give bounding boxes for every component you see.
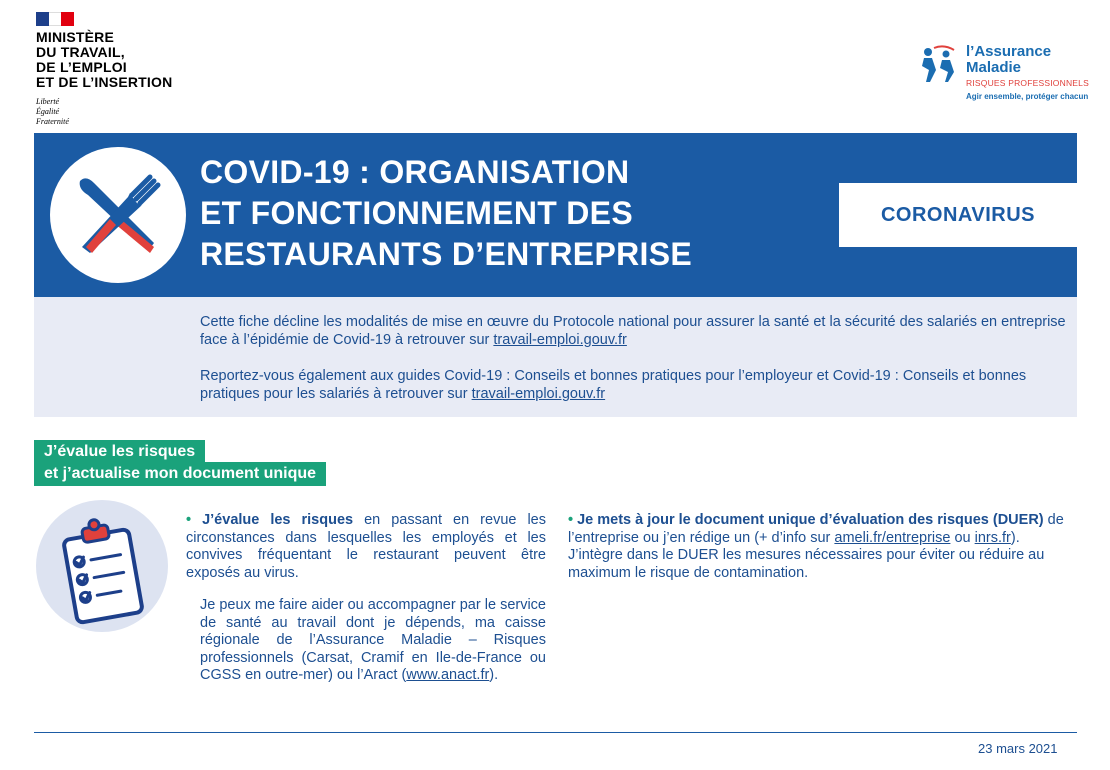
bullet: • — [186, 512, 192, 528]
footer-divider — [34, 732, 1077, 733]
col1-paragraph-1 — [186, 512, 546, 582]
assurance-maladie-logo-icon — [914, 44, 964, 84]
coronavirus-tag: CORONAVIRUS — [839, 183, 1077, 247]
anact-link[interactable]: www.anact.fr — [406, 667, 490, 683]
partner-name-line1: l’Assurance — [966, 43, 1052, 60]
title-line: ET FONCTIONNEMENT DES — [200, 195, 633, 231]
title-line: COVID-19 : ORGANISATION — [200, 154, 630, 190]
intro-paragraph-1 — [200, 313, 1068, 349]
intro-text: Cette fiche décline les modalités de mise en œuvre du Protocole national pour assurer la santé et la sécurité des salariés en entreprise face à l’épidémie de Covid-19 à retrouver sur — [200, 314, 1066, 348]
col1-paragraph-2 — [200, 597, 546, 685]
partner-name-line2: Maladie — [966, 59, 1022, 76]
intro-paragraph-2 — [200, 367, 1068, 403]
inrs-link[interactable]: inrs.fr — [974, 529, 1011, 546]
motto-line: Fraternité — [36, 117, 69, 126]
ministry-line: DE L’EMPLOI — [36, 59, 127, 75]
section-heading-line2: et j’actualise mon document unique — [34, 462, 326, 486]
motto-line: Égalité — [36, 107, 60, 116]
travail-emploi-link[interactable]: travail-emploi.gouv.fr — [493, 332, 627, 348]
ameli-link[interactable]: ameli.fr/entreprise — [834, 529, 951, 546]
col1-text: Je peux me faire aider ou accompagner par le service de santé au travail dont je dépends, ma caisse régionale de l’Assurance Maladie – Risques professionnels (Carsat, Cramif en Ile-de-France ou CGSS en outre-mer) ou l’Aract ( — [200, 597, 546, 683]
republic-motto — [36, 97, 69, 127]
partner-subtitle: RISQUES PROFESSIONNELS — [966, 78, 1089, 88]
ministry-name — [36, 30, 172, 90]
col1-lead: J’évalue les risques — [202, 512, 354, 528]
col1-text-end: ). — [489, 667, 499, 683]
title-line: RESTAURANTS D’ENTREPRISE — [200, 236, 692, 272]
travail-emploi-link[interactable]: travail-emploi.gouv.fr — [471, 386, 606, 402]
ministry-line: MINISTÈRE — [36, 29, 115, 45]
motto-line: Liberté — [36, 97, 60, 106]
bullet: • — [568, 512, 574, 528]
section-heading-line1: J’évalue les risques — [34, 440, 205, 464]
clipboard-checklist-icon — [36, 500, 168, 632]
ministry-line: ET DE L’INSERTION — [36, 74, 173, 90]
page-title — [200, 152, 800, 275]
ministry-line: DU TRAVAIL, — [36, 44, 125, 60]
knife-fork-icon — [50, 147, 186, 283]
col2-text: ). J’intègre dans le DUER les mesures nécessaires pour éviter ou réduire au maximum le risque de contamination. — [568, 529, 1045, 581]
publication-date: 23 mars 2021 — [978, 741, 1058, 756]
col2-lead: Je mets à jour le document unique d’évaluation des risques (DUER) — [577, 512, 1044, 528]
col2-paragraph-1 — [568, 512, 1078, 582]
partner-slogan: Agir ensemble, protéger chacun — [966, 92, 1089, 101]
french-flag-icon — [36, 12, 74, 26]
col2-text: ou — [950, 529, 975, 546]
intro-text: Reportez-vous également aux guides Covid-19 : Conseils et bonnes pratiques pour l’employeur et Covid-19 : Conseils et bonnes pratiques pour les salariés à retrouver sur — [200, 368, 1027, 402]
col2-text: de l’entreprise ou j’en rédige un (+ d’info sur — [568, 512, 1064, 546]
col1-text: en passant en revue les circonstances dans lesquelles les employés et les convives fréquentant le restaurant peuvent être exposés au virus. — [186, 512, 546, 581]
